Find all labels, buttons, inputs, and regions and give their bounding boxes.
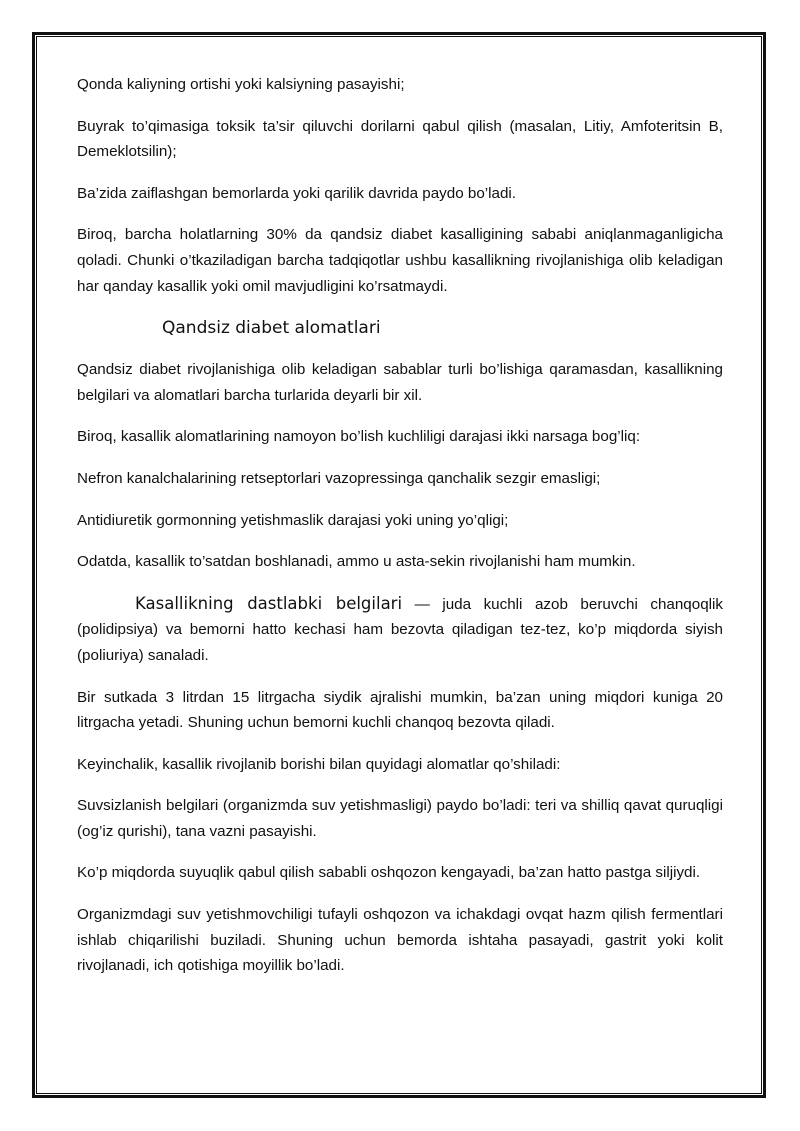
paragraph: Biroq, barcha holatlarning 30% da qandsiz diabet kasalligining sababi aniqlanmaganligicha qoladi. Chunki o’tkaziladigan barcha tadqiqotlar ushbu kasallikning rivojlanishiga olib keladigan har qanday kasallik yoki omil mavjudligini ko’rsatmaydi. bbox=[77, 226, 723, 295]
paragraph: Nefron kanalchalarining retseptorlari vazopressinga qanchalik sezgir emasligi; bbox=[77, 469, 601, 487]
paragraph: Qandsiz diabet rivojlanishiga olib keladigan sabablar turli bo’lishiga qaramasdan, kasallikning belgilari va alomatlari barcha turlarida deyarli bir xil. bbox=[77, 361, 723, 404]
paragraph: Ba’zida zaiflashgan bemorlarda yoki qarilik davrida paydo bo’ladi. bbox=[77, 184, 516, 202]
lead-in-rest: — juda kuchli azob beruvchi chanqoqlik (polidipsiya) va bemorni hatto kechasi ham bezovta qiladigan tez-tez, ko’p miqdorda siyish (poliuriya) sanaladi. bbox=[77, 595, 723, 664]
paragraph: Antidiuretik gormonning yetishmaslik darajasi yoki uning yo’qligi; bbox=[77, 511, 509, 529]
paragraph: Qonda kaliyning ortishi yoki kalsiyning pasayishi; bbox=[77, 76, 405, 93]
lead-in-phrase: Kasallikning dastlabki belgilari bbox=[135, 593, 403, 613]
paragraph: Ko’p miqdorda suyuqlik qabul qilish sababli oshqozon kengayadi, ba’zan hatto pastga siljiydi. bbox=[77, 864, 701, 882]
paragraph: Keyinchalik, kasallik rivojlanib borishi bilan quyidagi alomatlar qo’shiladi: bbox=[77, 755, 561, 773]
paragraph: Bir sutkada 3 litrdan 15 litrgacha siydik ajralishi mumkin, ba’zan uning miqdori kuniga 20 litrgacha yetadi. Shuning uchun bemorni kuchli chanqoq bezovta qiladi. bbox=[77, 688, 723, 732]
paragraph: Buyrak to’qimasiga toksik ta’sir qiluvchi dorilarni qabul qilish (masalan, Litiy, Amfoteritsin B, Demeklotsilin); bbox=[77, 117, 723, 161]
paragraph-early-signs bbox=[77, 591, 723, 669]
paragraph: Odatda, kasallik to’satdan boshlanadi, ammo u asta-sekin rivojlanishi ham mumkin. bbox=[77, 553, 636, 571]
paragraph: Organizmdagi suv yetishmovchiligi tufayli oshqozon va ichakdagi ovqat hazm qilish fermentlari ishlab chiqarilishi buziladi. Shuning uchun bemorda ishtaha pasayadi, gastrit yoki kolit rivojlanadi, ich qotishiga moyillik bo’ladi. bbox=[77, 906, 723, 975]
section-heading: Qandsiz diabet alomatlari bbox=[162, 318, 381, 339]
paragraph: Biroq, kasallik alomatlarining namoyon bo’lish kuchliligi darajasi ikki narsaga bog’liq: bbox=[77, 428, 641, 446]
paragraph: Suvsizlanish belgilari (organizmda suv yetishmasligi) paydo bo’ladi: teri va shilliq qavat quruqligi (og’iz qurishi), tana vazni pasayishi. bbox=[77, 797, 723, 840]
document-body bbox=[77, 72, 723, 995]
